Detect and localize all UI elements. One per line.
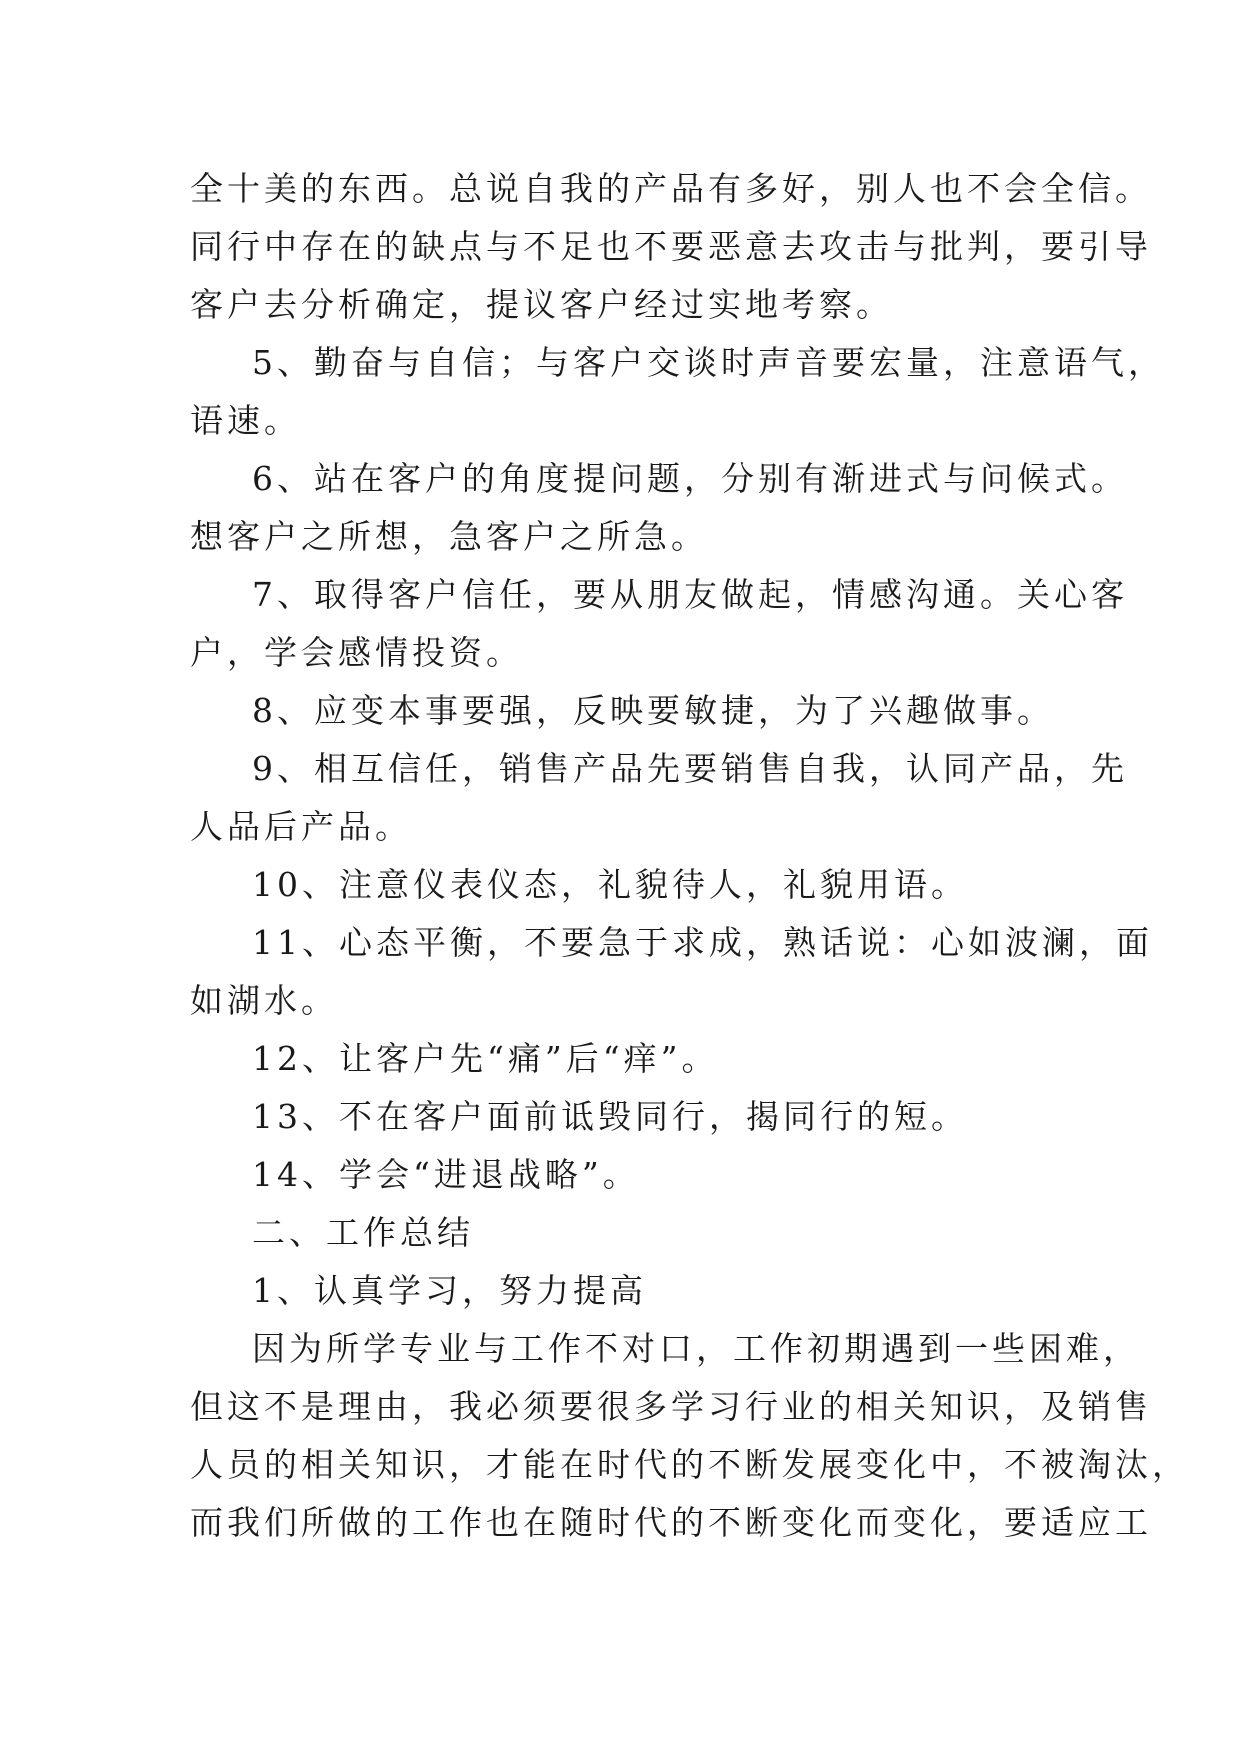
text-line: 户，学会感情投资。 [190, 633, 523, 672]
text-line: 客户去分析确定，提议客户经过实地考察。 [190, 285, 893, 324]
text-line: 想客户之所想，急客户之所急。 [190, 517, 708, 556]
text-line: 6、站在客户的角度提问题，分别有渐进式与问候式。 [252, 459, 1128, 498]
text-line: 13、不在客户面前诋毁同行，揭同行的短。 [252, 1097, 968, 1136]
text-line: 8、应变本事要强，反映要敏捷，为了兴趣做事。 [252, 691, 1054, 730]
text-line: 5、勤奋与自信；与客户交谈时声音要宏量，注意语气， [252, 343, 1165, 382]
section-heading: 二、工作总结 [252, 1213, 474, 1252]
text-line: 如湖水。 [190, 981, 338, 1020]
text-line: 14、学会“进退战略”。 [252, 1155, 640, 1194]
text-line: 9、相互信任，销售产品先要销售自我，认同产品，先 [252, 749, 1128, 788]
text-line: 因为所学专业与工作不对口，工作初期遇到一些困难， [252, 1329, 1140, 1368]
text-line: 人员的相关知识，才能在时代的不断发展变化中，不被淘汰， [190, 1445, 1189, 1484]
subsection-heading: 1、认真学习，努力提高 [252, 1271, 647, 1310]
text-line: 12、让客户先“痛”后“痒”。 [252, 1039, 719, 1078]
text-line: 而我们所做的工作也在随时代的不断变化而变化，要适应工 [190, 1503, 1152, 1542]
text-line: 同行中存在的缺点与不足也不要恶意去攻击与批判，要引导 [190, 227, 1152, 266]
text-line: 人品后产品。 [190, 807, 412, 846]
text-line: 7、取得客户信任，要从朋友做起，情感沟通。关心客 [252, 575, 1128, 614]
text-line: 10、注意仪表仪态，礼貌待人，礼貌用语。 [252, 865, 968, 904]
text-line: 语速。 [190, 401, 301, 440]
text-line: 全十美的东西。总说自我的产品有多好，别人也不会全信。 [190, 169, 1152, 208]
text-line: 但这不是理由，我必须要很多学习行业的相关知识，及销售 [190, 1387, 1152, 1426]
text-line: 11、心态平衡，不要急于求成，熟话说：心如波澜，面 [252, 923, 1153, 962]
document-body [190, 160, 1189, 1552]
